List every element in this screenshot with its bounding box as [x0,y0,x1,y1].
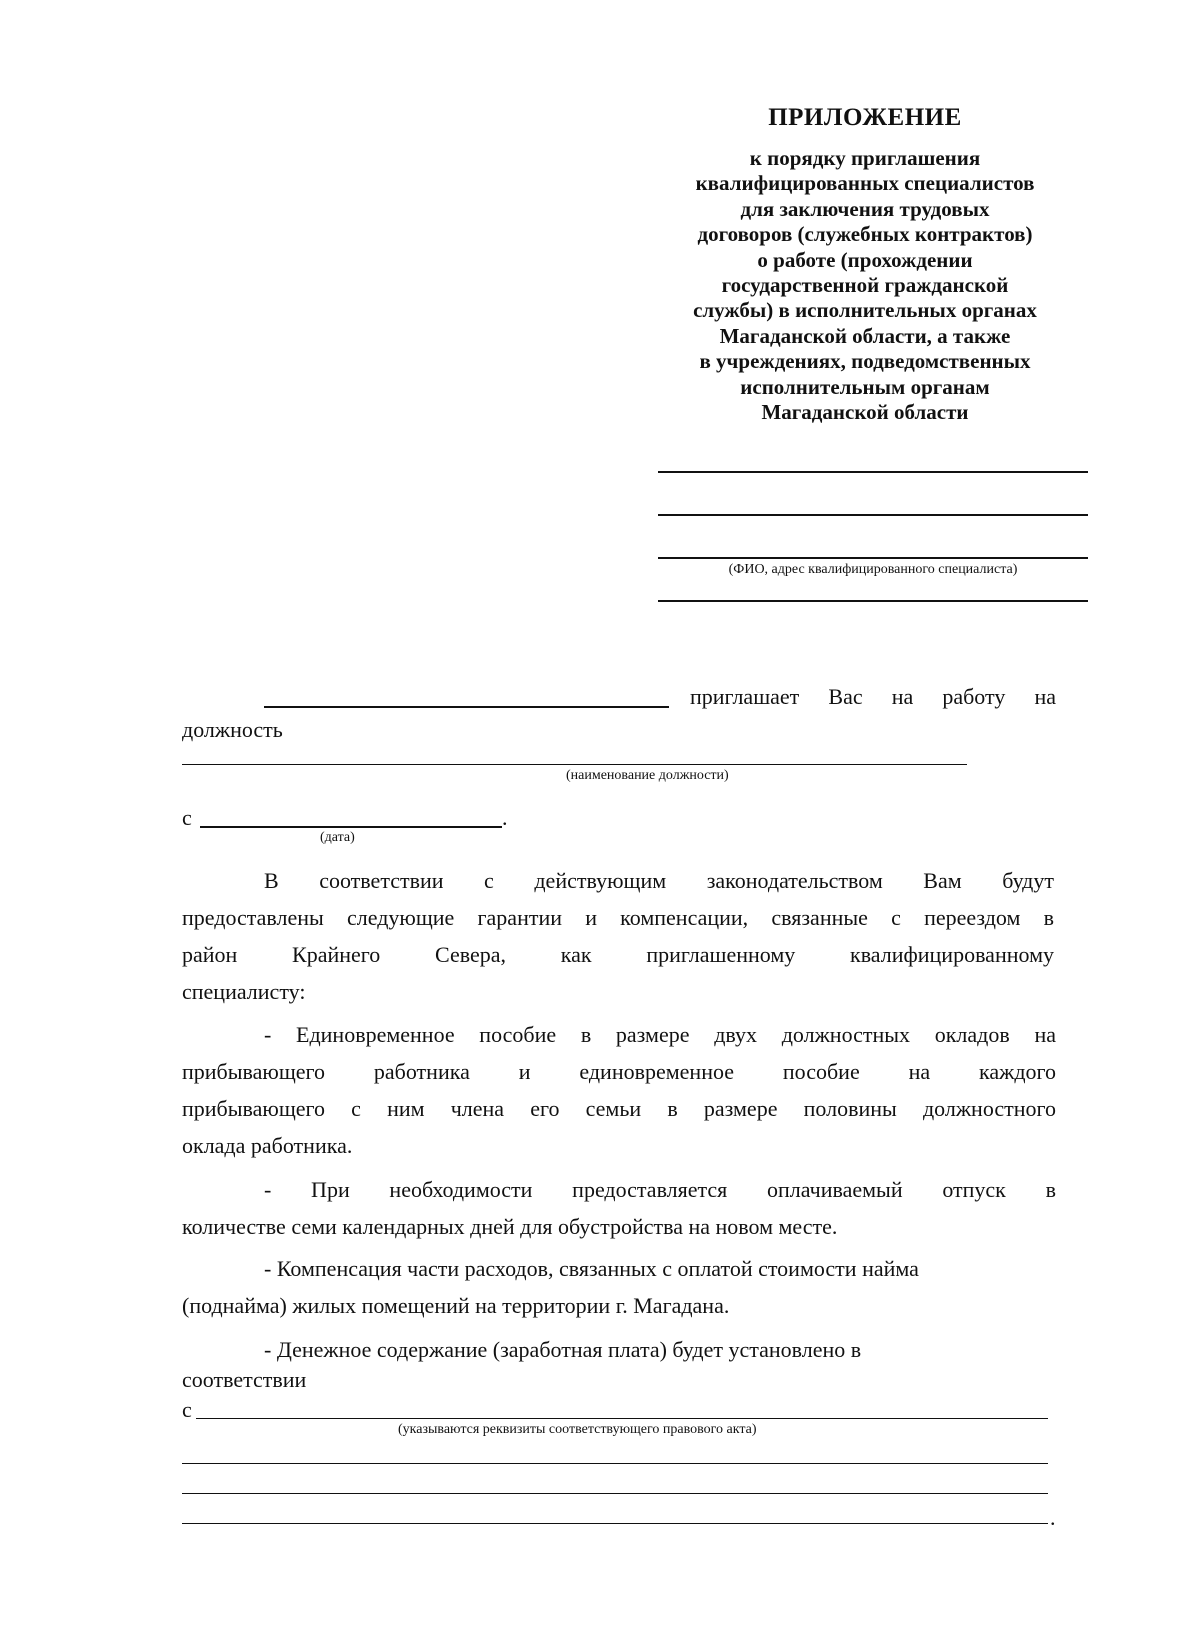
item1-line: прибывающего работника и единовременное пособие на каждого [182,1059,1056,1084]
item4-line: - Денежное содержание (заработная плата) будет установлено в [264,1337,862,1362]
blank-line-3 [182,1523,1048,1524]
recipient-caption: (ФИО, адрес квалифицированного специалиста) [728,562,1018,577]
position-caption: (наименование должности) [566,768,729,783]
subtitle-line: квалифицированных специалистов [695,171,1035,196]
subtitle-line: исполнительным органам [740,374,990,399]
appendix-subtitle [650,146,1080,425]
blank-line-2 [182,1493,1048,1494]
subtitle-line: о работе (прохождении [757,247,973,272]
item1-line: - Единовременное пособие в размере двух должностных окладов на [264,1022,1056,1047]
subtitle-line: в учреждениях, подведомственных [699,349,1031,374]
item2-line: - При необходимости предоставляется оплачиваемый отпуск в [264,1177,1056,1202]
subtitle-line: службы) в исполнительных органах [693,298,1037,323]
recipient-line-3 [658,557,1088,559]
date-caption: (дата) [320,830,355,845]
legal-act-line [196,1418,1048,1419]
item1-line: прибывающего с ним члена его семьи в размере половины должностного [182,1096,1056,1121]
invites-text: приглашает Вас на работу на [690,684,1056,709]
intro-line: район Крайнего Севера, как приглашенному квалифицированному [182,942,1054,967]
from-prefix: с [182,805,192,830]
position-line [182,764,967,765]
item3-line: (поднайма) жилых помещений на территории г. Магадана. [182,1293,730,1318]
item4-line: соответствии [182,1367,307,1392]
subtitle-line: договоров (служебных контрактов) [697,222,1033,247]
subtitle-line: государственной гражданской [721,273,1009,298]
item3-line: - Компенсация части расходов, связанных с оплатой стоимости найма [264,1256,919,1281]
recipient-line-2 [658,514,1088,516]
intro-line: предоставлены следующие гарантии и компенсации, связанные с переездом в [182,905,1054,930]
appendix-title: ПРИЛОЖЕНИЕ [768,104,962,131]
blank-line-1 [182,1463,1048,1464]
item2-line: количестве семи календарных дней для обустройства на новом месте. [182,1214,838,1239]
recipient-line-1 [658,471,1088,473]
subtitle-line: Магаданской области, а также [719,323,1011,348]
intro-line: В соответствии с действующим законодательством Вам будут [264,868,1054,893]
legal-prefix: с [182,1397,192,1422]
start-date-line [200,826,502,828]
from-suffix: . [502,805,508,830]
subtitle-line: Магаданской области [761,400,969,425]
legal-caption: (указываются реквизиты соответствующего правового акта) [398,1422,757,1437]
subtitle-line: для заключения трудовых [740,196,990,221]
subtitle-line: к порядку приглашения [749,146,981,170]
recipient-line-4 [658,600,1088,602]
intro-line: специалисту: [182,979,306,1004]
end-period: . [1050,1505,1056,1530]
position-label: должность [182,717,283,742]
organization-line [264,706,669,708]
item1-line: оклада работника. [182,1133,353,1158]
